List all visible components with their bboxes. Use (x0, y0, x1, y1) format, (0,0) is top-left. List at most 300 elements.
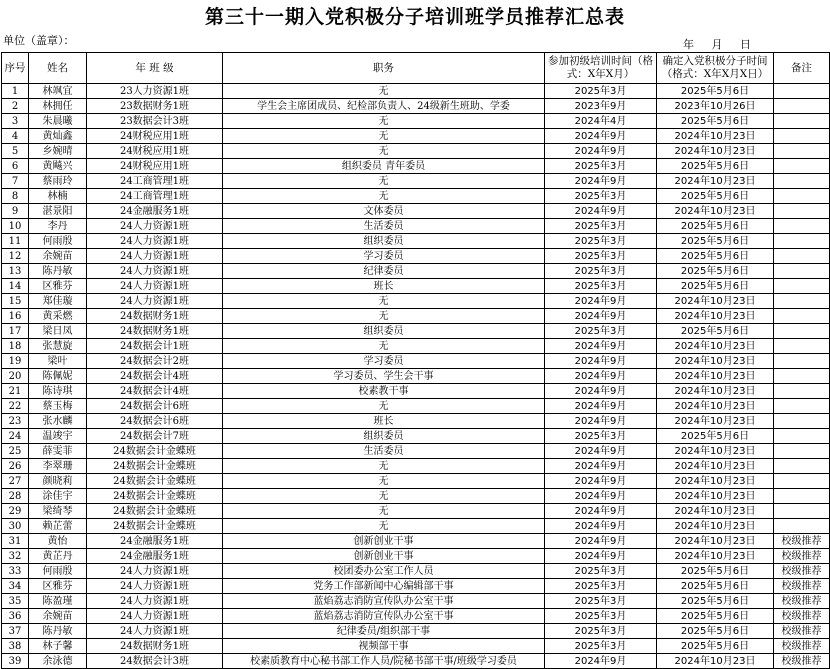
cell-confirm-time: 2024年10月23日 (657, 474, 774, 489)
cell-training-time: 2025年3月 (545, 624, 657, 639)
cell-confirm-time: 2024年10月23日 (657, 309, 774, 324)
cell-confirm-time: 2024年10月23日 (657, 444, 774, 459)
cell-no: 17 (2, 324, 29, 339)
header-remark: 备注 (774, 53, 830, 84)
cell-remark (774, 144, 830, 159)
cell-confirm-time: 2025年5月6日 (657, 264, 774, 279)
header-name: 姓名 (29, 53, 87, 84)
table-row (2, 624, 830, 639)
table-row (2, 504, 830, 519)
cell-name: 林拥任 (29, 99, 87, 114)
cell-name: 余婉苗 (29, 609, 87, 624)
cell-training-time: 2025年3月 (545, 564, 657, 579)
table-row (2, 129, 830, 144)
cell-position: 学习委员、学生会干事 (223, 369, 545, 384)
cell-name: 梁叶 (29, 354, 87, 369)
cell-training-time: 2025年3月 (545, 84, 657, 99)
cell-remark (774, 324, 830, 339)
cell-name: 张水麟 (29, 414, 87, 429)
cell-class: 24金融服务1班 (87, 534, 223, 549)
cell-class: 23人力资源1班 (87, 84, 223, 99)
cell-confirm-time: 2025年5月6日 (657, 84, 774, 99)
cell-position: 无 (223, 144, 545, 159)
cell-training-time: 2025年3月 (545, 189, 657, 204)
cell-class: 24财税应用1班 (87, 159, 223, 174)
cell-confirm-time: 2024年10月23日 (657, 459, 774, 474)
table-row (2, 549, 830, 564)
cell-training-time: 2024年4月 (545, 114, 657, 129)
cell-name: 陈诗琪 (29, 384, 87, 399)
cell-class: 24数据会计金蝶班 (87, 504, 223, 519)
cell-class: 24数据会计3班 (87, 654, 223, 669)
cell-no: 36 (2, 609, 29, 624)
table-row (2, 489, 830, 504)
cell-no: 19 (2, 354, 29, 369)
cell-position: 班长 (223, 414, 545, 429)
table-row (2, 99, 830, 114)
cell-position: 校素教干事 (223, 384, 545, 399)
cell-name: 赖芷蕾 (29, 519, 87, 534)
cell-class: 24数据财务1班 (87, 324, 223, 339)
cell-position: 无 (223, 519, 545, 534)
table-row (2, 84, 830, 99)
header-row (2, 53, 830, 84)
cell-position: 组织委员 (223, 234, 545, 249)
cell-name: 何雨殷 (29, 564, 87, 579)
cell-confirm-time: 2024年10月23日 (657, 534, 774, 549)
cell-confirm-time: 2024年10月23日 (657, 399, 774, 414)
cell-class: 24人力资源1班 (87, 294, 223, 309)
cell-name: 区雅芬 (29, 279, 87, 294)
cell-confirm-time: 2025年5月6日 (657, 189, 774, 204)
table-row (2, 384, 830, 399)
unit-label: 单位（盖章）： (3, 34, 75, 47)
cell-position: 学习委员 (223, 354, 545, 369)
cell-confirm-time: 2025年5月6日 (657, 234, 774, 249)
table-row (2, 264, 830, 279)
cell-training-time: 2024年9月 (545, 369, 657, 384)
cell-confirm-time: 2024年10月23日 (657, 654, 774, 669)
table-row (2, 219, 830, 234)
cell-remark (774, 129, 830, 144)
summary-table (1, 52, 830, 669)
cell-no: 18 (2, 339, 29, 354)
cell-remark (774, 384, 830, 399)
cell-confirm-time: 2025年5月6日 (657, 624, 774, 639)
table-row (2, 609, 830, 624)
cell-no: 22 (2, 399, 29, 414)
cell-position: 无 (223, 129, 545, 144)
cell-class: 24数据会计金蝶班 (87, 459, 223, 474)
cell-remark (774, 99, 830, 114)
table-row (2, 279, 830, 294)
cell-position: 生活委员 (223, 444, 545, 459)
cell-class: 24金融服务1班 (87, 549, 223, 564)
cell-class: 24数据会计4班 (87, 384, 223, 399)
cell-position: 无 (223, 114, 545, 129)
cell-training-time: 2024年9月 (545, 384, 657, 399)
cell-class: 24数据财务1班 (87, 639, 223, 654)
table-row (2, 144, 830, 159)
cell-training-time: 2024年9月 (545, 294, 657, 309)
cell-confirm-time: 2024年10月23日 (657, 414, 774, 429)
cell-confirm-time: 2025年5月6日 (657, 114, 774, 129)
cell-remark (774, 159, 830, 174)
cell-no: 32 (2, 549, 29, 564)
cell-name: 区雅芬 (29, 579, 87, 594)
cell-no: 27 (2, 474, 29, 489)
cell-remark (774, 459, 830, 474)
cell-name: 黄飚兴 (29, 159, 87, 174)
cell-name: 林子馨 (29, 639, 87, 654)
cell-no: 6 (2, 159, 29, 174)
cell-training-time: 2024年9月 (545, 309, 657, 324)
cell-confirm-time: 2024年10月23日 (657, 144, 774, 159)
cell-remark (774, 174, 830, 189)
cell-position: 校素质教育中心秘书部工作人员/院秘书部干事/班级学习委员 (223, 654, 545, 669)
cell-position: 创新创业干事 (223, 549, 545, 564)
cell-position: 无 (223, 339, 545, 354)
table-row (2, 639, 830, 654)
cell-remark (774, 399, 830, 414)
cell-remark: 校级推荐 (774, 579, 830, 594)
cell-remark (774, 369, 830, 384)
cell-confirm-time: 2024年10月23日 (657, 339, 774, 354)
cell-remark (774, 339, 830, 354)
cell-remark: 校级推荐 (774, 624, 830, 639)
table-row (2, 579, 830, 594)
cell-no: 26 (2, 459, 29, 474)
table-row (2, 159, 830, 174)
table-row (2, 114, 830, 129)
cell-class: 24工商管理1班 (87, 189, 223, 204)
cell-remark (774, 504, 830, 519)
cell-remark (774, 354, 830, 369)
cell-position: 无 (223, 474, 545, 489)
cell-no: 31 (2, 534, 29, 549)
cell-class: 24人力资源1班 (87, 264, 223, 279)
cell-name: 薛雯菲 (29, 444, 87, 459)
table-row (2, 324, 830, 339)
cell-no: 38 (2, 639, 29, 654)
cell-no: 14 (2, 279, 29, 294)
cell-name: 梁绮琴 (29, 504, 87, 519)
cell-remark (774, 219, 830, 234)
table-row (2, 189, 830, 204)
cell-training-time: 2023年9月 (545, 99, 657, 114)
cell-position: 蓝焰荔志消防宣传队办公室干事 (223, 609, 545, 624)
cell-position: 无 (223, 189, 545, 204)
cell-no: 30 (2, 519, 29, 534)
cell-confirm-time: 2025年5月6日 (657, 219, 774, 234)
cell-training-time: 2025年3月 (545, 234, 657, 249)
cell-training-time: 2025年3月 (545, 159, 657, 174)
cell-name: 颜晓莉 (29, 474, 87, 489)
cell-remark: 校级推荐 (774, 549, 830, 564)
table-row (2, 474, 830, 489)
cell-class: 23数据财务1班 (87, 99, 223, 114)
header-class: 年 班 级 (87, 53, 223, 84)
cell-name: 黄灿鑫 (29, 129, 87, 144)
cell-name: 蔡玉梅 (29, 399, 87, 414)
cell-position: 学习委员 (223, 249, 545, 264)
table-row (2, 654, 830, 669)
cell-no: 37 (2, 624, 29, 639)
table-row (2, 354, 830, 369)
cell-name: 湛景阳 (29, 204, 87, 219)
cell-no: 2 (2, 99, 29, 114)
cell-position: 党务工作部新闻中心编辑部干事 (223, 579, 545, 594)
cell-position: 纪律委员/组织部干事 (223, 624, 545, 639)
cell-name: 黄采燃 (29, 309, 87, 324)
table-row (2, 564, 830, 579)
cell-no: 15 (2, 294, 29, 309)
table-row (2, 174, 830, 189)
cell-training-time: 2025年3月 (545, 594, 657, 609)
cell-no: 7 (2, 174, 29, 189)
table-row (2, 309, 830, 324)
cell-training-time: 2025年3月 (545, 639, 657, 654)
cell-remark (774, 264, 830, 279)
table-row (2, 534, 830, 549)
cell-training-time: 2024年9月 (545, 444, 657, 459)
cell-training-time: 2024年9月 (545, 519, 657, 534)
cell-remark (774, 279, 830, 294)
table-row (2, 459, 830, 474)
cell-class: 24数据会计1班 (87, 339, 223, 354)
cell-no: 9 (2, 204, 29, 219)
cell-no: 39 (2, 654, 29, 669)
cell-class: 24数据会计7班 (87, 429, 223, 444)
cell-training-time: 2024年9月 (545, 414, 657, 429)
cell-confirm-time: 2024年10月23日 (657, 489, 774, 504)
cell-class: 24人力资源1班 (87, 279, 223, 294)
cell-confirm-time: 2024年10月23日 (657, 174, 774, 189)
cell-training-time: 2024年9月 (545, 174, 657, 189)
cell-training-time: 2025年3月 (545, 219, 657, 234)
cell-position: 无 (223, 84, 545, 99)
cell-class: 24数据会计4班 (87, 369, 223, 384)
header-position: 职务 (223, 53, 545, 84)
cell-remark (774, 474, 830, 489)
cell-training-time: 2024年9月 (545, 204, 657, 219)
cell-name: 蔡雨玲 (29, 174, 87, 189)
cell-class: 24金融服务1班 (87, 204, 223, 219)
cell-name: 温竣宇 (29, 429, 87, 444)
cell-remark: 校级推荐 (774, 609, 830, 624)
cell-confirm-time: 2025年5月6日 (657, 639, 774, 654)
cell-remark (774, 189, 830, 204)
cell-class: 24数据会计6班 (87, 399, 223, 414)
cell-class: 24数据会计金蝶班 (87, 489, 223, 504)
cell-name: 乡婉晴 (29, 144, 87, 159)
cell-training-time: 2025年3月 (545, 279, 657, 294)
cell-class: 23数据会计3班 (87, 114, 223, 129)
cell-name: 郑佳璇 (29, 294, 87, 309)
cell-position: 文体委员 (223, 204, 545, 219)
cell-no: 21 (2, 384, 29, 399)
cell-name: 涂佳宇 (29, 489, 87, 504)
page-title: 第三十一期入党积极分子培训班学员推荐汇总表 (204, 6, 625, 28)
cell-name: 林飒宜 (29, 84, 87, 99)
cell-training-time: 2024年9月 (545, 534, 657, 549)
cell-class: 24人力资源1班 (87, 594, 223, 609)
cell-position: 无 (223, 504, 545, 519)
table-row (2, 429, 830, 444)
cell-confirm-time: 2024年10月23日 (657, 369, 774, 384)
cell-remark: 校级推荐 (774, 639, 830, 654)
cell-name: 林楠 (29, 189, 87, 204)
table-row (2, 399, 830, 414)
table-row (2, 444, 830, 459)
cell-position: 无 (223, 174, 545, 189)
cell-remark: 校级推荐 (774, 654, 830, 669)
cell-position: 视频部干事 (223, 639, 545, 654)
cell-no: 5 (2, 144, 29, 159)
cell-training-time: 2024年9月 (545, 399, 657, 414)
cell-position: 无 (223, 489, 545, 504)
cell-position: 蓝焰荔志消防宣传队办公室干事 (223, 594, 545, 609)
cell-class: 24人力资源1班 (87, 219, 223, 234)
table-row (2, 234, 830, 249)
cell-class: 24数据会计金蝶班 (87, 474, 223, 489)
cell-position: 学生会主席团成员、纪检部负责人、24级新生班助、学委 (223, 99, 545, 114)
cell-no: 25 (2, 444, 29, 459)
cell-class: 24人力资源1班 (87, 234, 223, 249)
cell-name: 张慧旋 (29, 339, 87, 354)
table-row (2, 339, 830, 354)
cell-confirm-time: 2024年10月23日 (657, 294, 774, 309)
cell-name: 黄怡 (29, 534, 87, 549)
cell-position: 纪律委员 (223, 264, 545, 279)
cell-class: 24人力资源1班 (87, 564, 223, 579)
cell-training-time: 2024年9月 (545, 654, 657, 669)
cell-position: 创新创业干事 (223, 534, 545, 549)
cell-confirm-time: 2025年5月6日 (657, 159, 774, 174)
cell-remark (774, 234, 830, 249)
cell-no: 34 (2, 579, 29, 594)
table-row (2, 249, 830, 264)
cell-confirm-time: 2024年10月23日 (657, 384, 774, 399)
cell-remark (774, 84, 830, 99)
cell-name: 余婉苗 (29, 249, 87, 264)
cell-remark: 校级推荐 (774, 594, 830, 609)
cell-no: 1 (2, 84, 29, 99)
cell-name: 李丹 (29, 219, 87, 234)
cell-remark (774, 489, 830, 504)
cell-training-time: 2024年9月 (545, 489, 657, 504)
cell-confirm-time: 2025年5月6日 (657, 429, 774, 444)
cell-confirm-time: 2024年10月23日 (657, 519, 774, 534)
cell-training-time: 2025年3月 (545, 264, 657, 279)
table-row (2, 369, 830, 384)
cell-training-time: 2024年9月 (545, 129, 657, 144)
table-row (2, 294, 830, 309)
cell-name: 陈丹敏 (29, 624, 87, 639)
cell-name: 梁日凤 (29, 324, 87, 339)
cell-no: 12 (2, 249, 29, 264)
cell-position: 无 (223, 459, 545, 474)
cell-no: 10 (2, 219, 29, 234)
cell-name: 陈盈瑾 (29, 594, 87, 609)
cell-no: 23 (2, 414, 29, 429)
table-row (2, 594, 830, 609)
cell-training-time: 2024年9月 (545, 549, 657, 564)
cell-remark: 校级推荐 (774, 534, 830, 549)
date-label: 年 月 日 (683, 38, 751, 51)
cell-class: 24财税应用1班 (87, 144, 223, 159)
cell-no: 4 (2, 129, 29, 144)
cell-no: 8 (2, 189, 29, 204)
cell-confirm-time: 2025年5月6日 (657, 564, 774, 579)
cell-training-time: 2024年9月 (545, 339, 657, 354)
header-no: 序号 (2, 53, 29, 84)
table-row (2, 519, 830, 534)
cell-class: 24财税应用1班 (87, 129, 223, 144)
cell-class: 24数据会计金蝶班 (87, 444, 223, 459)
header-confirm-time: 确定入党积极分子时间（格式：X年X月X日） (657, 53, 774, 84)
cell-remark (774, 309, 830, 324)
cell-confirm-time: 2025年5月6日 (657, 594, 774, 609)
cell-confirm-time: 2025年5月6日 (657, 249, 774, 264)
cell-training-time: 2024年9月 (545, 144, 657, 159)
cell-remark (774, 114, 830, 129)
cell-name: 朱晨曦 (29, 114, 87, 129)
cell-no: 24 (2, 429, 29, 444)
cell-training-time: 2024年9月 (545, 504, 657, 519)
cell-no: 16 (2, 309, 29, 324)
cell-training-time: 2025年3月 (545, 609, 657, 624)
cell-position: 校团委办公室工作人员 (223, 564, 545, 579)
cell-remark (774, 444, 830, 459)
cell-no: 13 (2, 264, 29, 279)
cell-confirm-time: 2024年10月23日 (657, 354, 774, 369)
cell-class: 24数据会计金蝶班 (87, 519, 223, 534)
cell-confirm-time: 2024年10月23日 (657, 549, 774, 564)
cell-remark (774, 294, 830, 309)
cell-remark (774, 204, 830, 219)
cell-no: 3 (2, 114, 29, 129)
cell-position: 组织委员 (223, 429, 545, 444)
cell-position: 组织委员 青年委员 (223, 159, 545, 174)
cell-confirm-time: 2025年5月6日 (657, 579, 774, 594)
cell-training-time: 2025年3月 (545, 249, 657, 264)
cell-training-time: 2025年3月 (545, 324, 657, 339)
cell-position: 无 (223, 294, 545, 309)
cell-class: 24工商管理1班 (87, 174, 223, 189)
cell-name: 余泳德 (29, 654, 87, 669)
cell-class: 24数据财务1班 (87, 309, 223, 324)
cell-confirm-time: 2023年10月26日 (657, 99, 774, 114)
cell-no: 20 (2, 369, 29, 384)
cell-confirm-time: 2025年5月6日 (657, 279, 774, 294)
cell-remark (774, 519, 830, 534)
table-row (2, 204, 830, 219)
header-training-time: 参加初级培训时间（格式：X年X月） (545, 53, 657, 84)
cell-no: 29 (2, 504, 29, 519)
cell-no: 35 (2, 594, 29, 609)
cell-name: 李翠珊 (29, 459, 87, 474)
cell-no: 28 (2, 489, 29, 504)
cell-name: 何雨殷 (29, 234, 87, 249)
cell-class: 24人力资源1班 (87, 624, 223, 639)
cell-class: 24人力资源1班 (87, 249, 223, 264)
cell-name: 黄芷丹 (29, 549, 87, 564)
cell-training-time: 2025年3月 (545, 579, 657, 594)
cell-confirm-time: 2025年5月6日 (657, 324, 774, 339)
cell-confirm-time: 2024年10月23日 (657, 129, 774, 144)
cell-name: 陈丹敏 (29, 264, 87, 279)
